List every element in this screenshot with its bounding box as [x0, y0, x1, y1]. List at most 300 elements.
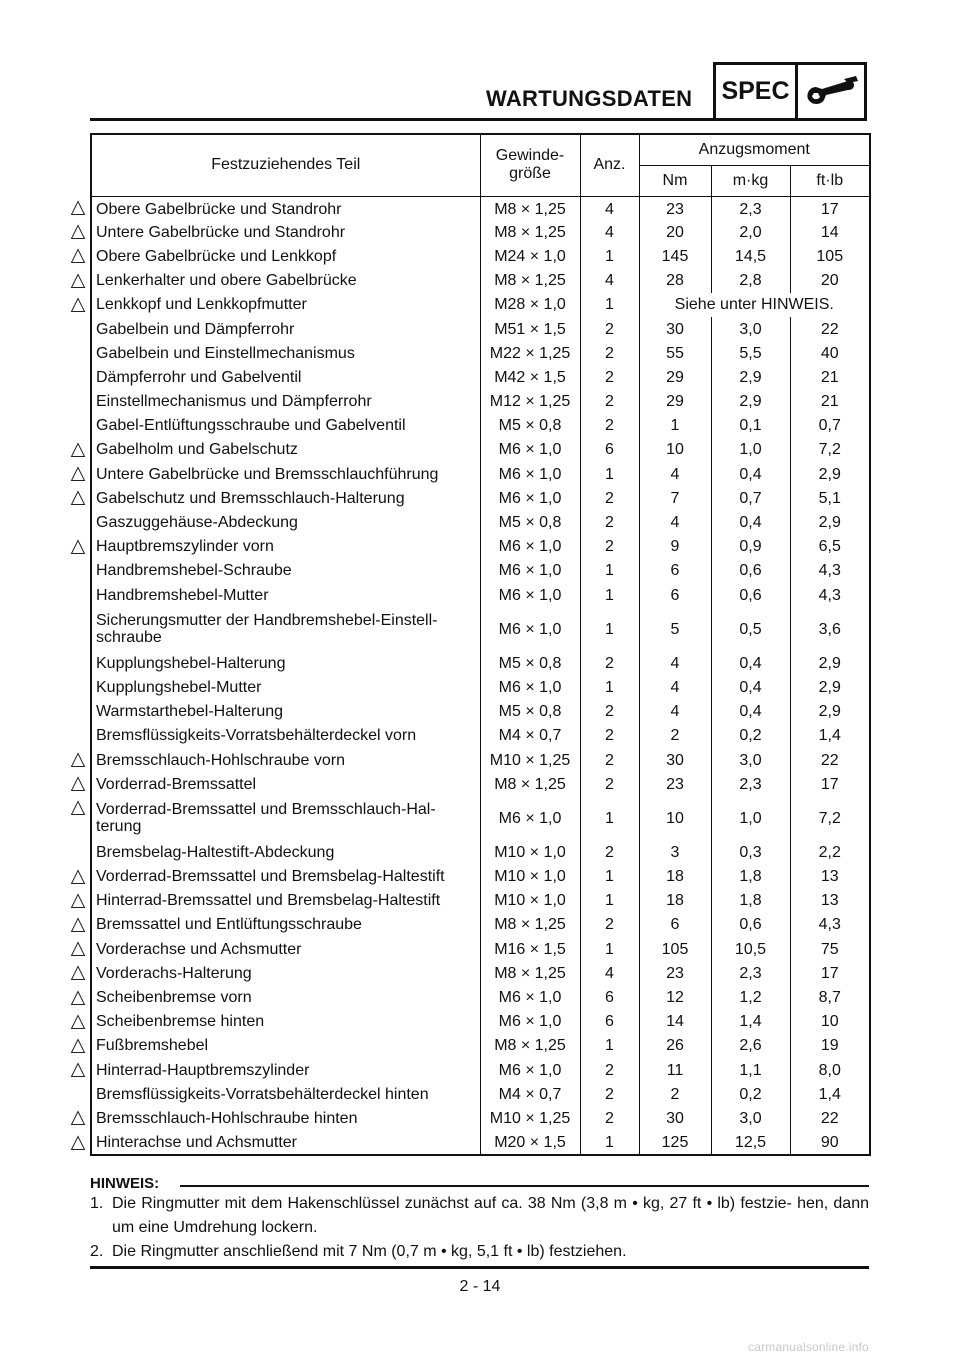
table-row — [91, 462, 870, 486]
cell-nm: 10 — [639, 438, 711, 462]
cell-mkg: 0,4 — [711, 675, 790, 699]
cell-mkg: 0,4 — [711, 510, 790, 534]
caution-triangle-icon — [70, 1110, 86, 1126]
cell-part: Vorderachse und Achsmutter — [91, 937, 480, 961]
cell-mkg: 2,8 — [711, 269, 790, 293]
hinweis-item-number: 2. — [90, 1243, 104, 1260]
hinweis-item-text: Die Ringmutter mit dem Hakenschlüssel zunächst auf ca. 38 Nm (3,8 m • kg, 27 ft • lb) festzie- hen, dann um eine Umdrehung lockern. — [112, 1195, 869, 1236]
cell-mkg: 0,5 — [711, 607, 790, 651]
cell-part: Scheibenbremse hinten — [91, 1010, 480, 1034]
table-row — [91, 438, 870, 462]
cell-qty: 2 — [580, 341, 639, 365]
cell-part: Bremsschlauch-Hohlschraube vorn — [91, 748, 480, 772]
table-row — [91, 317, 870, 341]
cell-thread: M6 × 1,0 — [480, 796, 580, 840]
cell-mkg: 2,3 — [711, 772, 790, 796]
cell-qty: 4 — [580, 961, 639, 985]
cell-part: Hinterrad-Hauptbremszylinder — [91, 1058, 480, 1082]
cell-nm: 2 — [639, 724, 711, 748]
cell-ftlb: 2,9 — [790, 675, 870, 699]
table-row — [91, 985, 870, 1009]
cell-mkg: 0,1 — [711, 414, 790, 438]
cell-ftlb: 13 — [790, 865, 870, 889]
cell-nm: 28 — [639, 269, 711, 293]
caution-triangle-icon — [70, 297, 86, 313]
cell-ftlb: 1,4 — [790, 1082, 870, 1106]
cell-ftlb: 2,2 — [790, 840, 870, 864]
cell-part: Einstellmechanismus und Dämpferrohr — [91, 390, 480, 414]
table-row — [91, 961, 870, 985]
cell-ftlb: 17 — [790, 772, 870, 796]
cell-mkg: 0,7 — [711, 486, 790, 510]
header-part: Festzuziehendes Teil — [91, 134, 480, 196]
cell-nm: 11 — [639, 1058, 711, 1082]
table-row — [91, 840, 870, 864]
cell-ftlb: 3,6 — [790, 607, 870, 651]
cell-mkg: 2,3 — [711, 196, 790, 220]
cell-ftlb: 2,9 — [790, 510, 870, 534]
table-row — [91, 583, 870, 607]
caution-triangle-icon — [70, 248, 86, 264]
watermark: carmanualsonline.info — [748, 1340, 869, 1354]
cell-ftlb: 90 — [790, 1131, 870, 1155]
cell-ftlb: 21 — [790, 390, 870, 414]
cell-qty: 1 — [580, 889, 639, 913]
header-torque: Anzugsmoment — [639, 134, 870, 165]
table-row — [91, 365, 870, 389]
caution-triangle-icon — [70, 965, 86, 981]
cell-thread: M6 × 1,0 — [480, 535, 580, 559]
cell-ftlb: 22 — [790, 748, 870, 772]
cell-ftlb: 4,3 — [790, 559, 870, 583]
table-row — [91, 607, 870, 651]
cell-nm: 30 — [639, 1106, 711, 1130]
cell-ftlb: 17 — [790, 196, 870, 220]
table-row — [91, 865, 870, 889]
cell-nm: 20 — [639, 220, 711, 244]
cell-ftlb: 19 — [790, 1034, 870, 1058]
cell-thread: M8 × 1,25 — [480, 913, 580, 937]
cell-part: Untere Gabelbrücke und Standrohr — [91, 220, 480, 244]
hinweis-rule — [180, 1185, 869, 1187]
cell-nm: 14 — [639, 1010, 711, 1034]
caution-triangle-icon — [70, 1038, 86, 1054]
cell-nm: 3 — [639, 840, 711, 864]
cell-part: Dämpferrohr und Gabelventil — [91, 365, 480, 389]
table-row — [91, 269, 870, 293]
wrench-icon — [798, 65, 864, 118]
cell-nm: 23 — [639, 196, 711, 220]
table-row — [91, 196, 870, 220]
cell-qty: 2 — [580, 510, 639, 534]
cell-nm: 29 — [639, 365, 711, 389]
cell-nm: 10 — [639, 796, 711, 840]
hinweis-item — [90, 1240, 869, 1264]
cell-part: Gabelschutz und Bremsschlauch-Halterung — [91, 486, 480, 510]
cell-thread: M16 × 1,5 — [480, 937, 580, 961]
caution-triangle-icon — [70, 941, 86, 957]
cell-ftlb: 4,3 — [790, 913, 870, 937]
cell-ftlb: 22 — [790, 1106, 870, 1130]
cell-part: Vorderrad-Bremssattel — [91, 772, 480, 796]
cell-part: Vorderachs-Halterung — [91, 961, 480, 985]
cell-mkg: 1,8 — [711, 889, 790, 913]
cell-thread: M5 × 0,8 — [480, 414, 580, 438]
cell-ftlb: 2,9 — [790, 462, 870, 486]
cell-qty: 1 — [580, 293, 639, 317]
cell-qty: 6 — [580, 438, 639, 462]
cell-nm: 29 — [639, 390, 711, 414]
cell-mkg: 1,0 — [711, 796, 790, 840]
cell-nm: 30 — [639, 317, 711, 341]
cell-mkg: 5,5 — [711, 341, 790, 365]
table-row — [91, 651, 870, 675]
cell-nm: 23 — [639, 772, 711, 796]
cell-mkg: 2,6 — [711, 1034, 790, 1058]
cell-part: Kupplungshebel-Halterung — [91, 651, 480, 675]
cell-mkg: 14,5 — [711, 244, 790, 268]
table-row — [91, 341, 870, 365]
cell-nm: 105 — [639, 937, 711, 961]
cell-ftlb: 8,7 — [790, 985, 870, 1009]
cell-mkg: 0,6 — [711, 559, 790, 583]
cell-qty: 1 — [580, 559, 639, 583]
cell-thread: M8 × 1,25 — [480, 196, 580, 220]
caution-triangle-icon — [70, 224, 86, 240]
cell-nm: 4 — [639, 651, 711, 675]
cell-mkg: 0,6 — [711, 583, 790, 607]
table-row — [91, 1058, 870, 1082]
cell-qty: 6 — [580, 985, 639, 1009]
cell-part: Vorderrad-Bremssattel und Bremsschlauch-Hal- terung — [91, 796, 480, 840]
cell-ftlb: 5,1 — [790, 486, 870, 510]
cell-ftlb: 7,2 — [790, 796, 870, 840]
cell-thread: M4 × 0,7 — [480, 1082, 580, 1106]
cell-qty: 2 — [580, 414, 639, 438]
cell-qty: 2 — [580, 724, 639, 748]
cell-part: Lenkkopf und Lenkkopfmutter — [91, 293, 480, 317]
cell-ftlb: 17 — [790, 961, 870, 985]
cell-nm: 26 — [639, 1034, 711, 1058]
table-row — [91, 1082, 870, 1106]
table-row — [91, 1034, 870, 1058]
caution-triangle-icon — [70, 442, 86, 458]
cell-nm: 6 — [639, 583, 711, 607]
cell-mkg: 3,0 — [711, 1106, 790, 1130]
cell-part: Lenkerhalter und obere Gabelbrücke — [91, 269, 480, 293]
table-row — [91, 390, 870, 414]
cell-qty: 1 — [580, 865, 639, 889]
hinweis-list — [90, 1192, 869, 1264]
table-row — [91, 510, 870, 534]
cell-part: Bremsschlauch-Hohlschraube hinten — [91, 1106, 480, 1130]
cell-thread: M22 × 1,25 — [480, 341, 580, 365]
cell-mkg: 2,0 — [711, 220, 790, 244]
cell-thread: M6 × 1,0 — [480, 1010, 580, 1034]
cell-thread: M8 × 1,25 — [480, 220, 580, 244]
cell-qty: 2 — [580, 700, 639, 724]
cell-part: Sicherungsmutter der Handbremshebel-Einstell- schraube — [91, 607, 480, 651]
table-row — [91, 889, 870, 913]
cell-mkg: 0,6 — [711, 913, 790, 937]
cell-qty: 2 — [580, 772, 639, 796]
cell-ftlb: 0,7 — [790, 414, 870, 438]
table-row — [91, 244, 870, 268]
spec-badge — [713, 62, 867, 121]
cell-ftlb: 22 — [790, 317, 870, 341]
table-row — [91, 1106, 870, 1130]
cell-qty: 2 — [580, 1106, 639, 1130]
caution-triangle-icon — [70, 776, 86, 792]
cell-part: Bremssattel und Entlüftungsschraube — [91, 913, 480, 937]
cell-mkg: 1,4 — [711, 1010, 790, 1034]
cell-nm: 125 — [639, 1131, 711, 1155]
cell-part: Untere Gabelbrücke und Bremsschlauchführung — [91, 462, 480, 486]
cell-thread: M8 × 1,25 — [480, 269, 580, 293]
caution-triangle-icon — [70, 800, 86, 816]
cell-mkg: 1,2 — [711, 985, 790, 1009]
cell-thread: M6 × 1,0 — [480, 462, 580, 486]
cell-thread: M6 × 1,0 — [480, 438, 580, 462]
cell-qty: 2 — [580, 317, 639, 341]
cell-note: Siehe unter HINWEIS. — [639, 293, 870, 317]
cell-thread: M6 × 1,0 — [480, 985, 580, 1009]
cell-part: Warmstarthebel-Halterung — [91, 700, 480, 724]
cell-nm: 9 — [639, 535, 711, 559]
caution-triangle-icon — [70, 539, 86, 555]
caution-triangle-icon — [70, 200, 86, 216]
cell-qty: 2 — [580, 535, 639, 559]
cell-mkg: 0,3 — [711, 840, 790, 864]
cell-nm: 18 — [639, 865, 711, 889]
cell-ftlb: 7,2 — [790, 438, 870, 462]
cell-nm: 4 — [639, 700, 711, 724]
table-row — [91, 486, 870, 510]
cell-part: Bremsbelag-Haltestift-Abdeckung — [91, 840, 480, 864]
cell-qty: 1 — [580, 583, 639, 607]
header-rule — [90, 118, 713, 121]
cell-part: Bremsflüssigkeits-Vorratsbehälterdeckel vorn — [91, 724, 480, 748]
cell-part: Hauptbremszylinder vorn — [91, 535, 480, 559]
page-number: 2 - 14 — [459, 1278, 501, 1295]
cell-ftlb: 13 — [790, 889, 870, 913]
caution-triangle-icon — [70, 490, 86, 506]
cell-thread: M5 × 0,8 — [480, 651, 580, 675]
cell-mkg: 0,9 — [711, 535, 790, 559]
cell-part: Kupplungshebel-Mutter — [91, 675, 480, 699]
cell-thread: M6 × 1,0 — [480, 1058, 580, 1082]
cell-mkg: 12,5 — [711, 1131, 790, 1155]
cell-part: Obere Gabelbrücke und Standrohr — [91, 196, 480, 220]
cell-nm: 4 — [639, 510, 711, 534]
table-row — [91, 535, 870, 559]
cell-nm: 55 — [639, 341, 711, 365]
table-row — [91, 559, 870, 583]
cell-part: Fußbremshebel — [91, 1034, 480, 1058]
caution-triangle-icon — [70, 752, 86, 768]
cell-mkg: 3,0 — [711, 748, 790, 772]
cell-ftlb: 2,9 — [790, 700, 870, 724]
cell-nm: 145 — [639, 244, 711, 268]
cell-mkg: 2,9 — [711, 365, 790, 389]
cell-thread: M6 × 1,0 — [480, 583, 580, 607]
torque-table — [90, 133, 871, 1156]
cell-thread: M5 × 0,8 — [480, 700, 580, 724]
cell-thread: M8 × 1,25 — [480, 772, 580, 796]
cell-ftlb: 2,9 — [790, 651, 870, 675]
cell-nm: 6 — [639, 559, 711, 583]
cell-nm: 23 — [639, 961, 711, 985]
cell-mkg: 1,8 — [711, 865, 790, 889]
cell-ftlb: 6,5 — [790, 535, 870, 559]
hinweis-item — [90, 1192, 869, 1240]
cell-ftlb: 14 — [790, 220, 870, 244]
table-row — [91, 293, 870, 317]
table-row — [91, 414, 870, 438]
hinweis-title: HINWEIS: — [90, 1175, 160, 1192]
cell-nm: 1 — [639, 414, 711, 438]
cell-thread: M8 × 1,25 — [480, 1034, 580, 1058]
cell-thread: M10 × 1,25 — [480, 748, 580, 772]
cell-qty: 1 — [580, 1131, 639, 1155]
hinweis-item-number: 1. — [90, 1195, 104, 1212]
cell-part: Gabelholm und Gabelschutz — [91, 438, 480, 462]
caution-triangle-icon — [70, 869, 86, 885]
cell-mkg: 10,5 — [711, 937, 790, 961]
cell-mkg: 0,4 — [711, 462, 790, 486]
cell-ftlb: 105 — [790, 244, 870, 268]
cell-qty: 2 — [580, 651, 639, 675]
caution-triangle-icon — [70, 273, 86, 289]
cell-thread: M10 × 1,0 — [480, 840, 580, 864]
cell-thread: M10 × 1,0 — [480, 865, 580, 889]
cell-mkg: 3,0 — [711, 317, 790, 341]
caution-triangle-icon — [70, 917, 86, 933]
table-row — [91, 937, 870, 961]
cell-nm: 4 — [639, 675, 711, 699]
header-nm: Nm — [639, 165, 711, 196]
cell-qty: 2 — [580, 913, 639, 937]
cell-mkg: 0,2 — [711, 724, 790, 748]
cell-thread: M12 × 1,25 — [480, 390, 580, 414]
cell-ftlb: 40 — [790, 341, 870, 365]
cell-part: Bremsflüssigkeits-Vorratsbehälterdeckel hinten — [91, 1082, 480, 1106]
cell-qty: 1 — [580, 937, 639, 961]
cell-thread: M10 × 1,0 — [480, 889, 580, 913]
cell-thread: M6 × 1,0 — [480, 559, 580, 583]
cell-mkg: 0,4 — [711, 651, 790, 675]
header-thread: Gewinde- größe — [480, 134, 580, 196]
caution-triangle-icon — [70, 1135, 86, 1151]
cell-qty: 2 — [580, 486, 639, 510]
table-row — [91, 748, 870, 772]
table-row — [91, 1010, 870, 1034]
cell-part: Handbremshebel-Schraube — [91, 559, 480, 583]
cell-mkg: 1,1 — [711, 1058, 790, 1082]
header-qty: Anz. — [580, 134, 639, 196]
cell-part: Obere Gabelbrücke und Lenkkopf — [91, 244, 480, 268]
cell-nm: 5 — [639, 607, 711, 651]
cell-mkg: 0,4 — [711, 700, 790, 724]
cell-qty: 4 — [580, 196, 639, 220]
cell-thread: M5 × 0,8 — [480, 510, 580, 534]
cell-thread: M28 × 1,0 — [480, 293, 580, 317]
cell-nm: 7 — [639, 486, 711, 510]
cell-thread: M20 × 1,5 — [480, 1131, 580, 1155]
cell-qty: 6 — [580, 1010, 639, 1034]
cell-thread: M10 × 1,25 — [480, 1106, 580, 1130]
table-row — [91, 724, 870, 748]
caution-triangle-icon — [70, 466, 86, 482]
cell-mkg: 2,3 — [711, 961, 790, 985]
cell-nm: 18 — [639, 889, 711, 913]
cell-qty: 2 — [580, 390, 639, 414]
header-ftlb: ft·lb — [790, 165, 870, 196]
cell-thread: M6 × 1,0 — [480, 675, 580, 699]
table-row — [91, 220, 870, 244]
cell-ftlb: 1,4 — [790, 724, 870, 748]
cell-qty: 4 — [580, 220, 639, 244]
cell-part: Scheibenbremse vorn — [91, 985, 480, 1009]
cell-part: Gabel-Entlüftungsschraube und Gabelventil — [91, 414, 480, 438]
cell-thread: M6 × 1,0 — [480, 486, 580, 510]
torque-table-body — [91, 196, 870, 1155]
cell-thread: M8 × 1,25 — [480, 961, 580, 985]
cell-thread: M4 × 0,7 — [480, 724, 580, 748]
cell-ftlb: 20 — [790, 269, 870, 293]
table-row — [91, 796, 870, 840]
cell-qty: 2 — [580, 1058, 639, 1082]
cell-part: Hinterrad-Bremssattel und Bremsbelag-Haltestift — [91, 889, 480, 913]
table-row — [91, 913, 870, 937]
cell-qty: 4 — [580, 269, 639, 293]
cell-thread: M51 × 1,5 — [480, 317, 580, 341]
cell-nm: 12 — [639, 985, 711, 1009]
cell-part: Gaszuggehäuse-Abdeckung — [91, 510, 480, 534]
cell-qty: 1 — [580, 1034, 639, 1058]
cell-qty: 1 — [580, 796, 639, 840]
torque-table-wrap — [90, 133, 869, 1156]
cell-thread: M6 × 1,0 — [480, 607, 580, 651]
table-row — [91, 1131, 870, 1155]
cell-part: Hinterachse und Achsmutter — [91, 1131, 480, 1155]
caution-triangle-icon — [70, 990, 86, 1006]
cell-ftlb: 4,3 — [790, 583, 870, 607]
cell-thread: M42 × 1,5 — [480, 365, 580, 389]
caution-triangle-icon — [70, 1014, 86, 1030]
caution-triangle-icon — [70, 1062, 86, 1078]
cell-part: Handbremshebel-Mutter — [91, 583, 480, 607]
table-row — [91, 700, 870, 724]
page-title: WARTUNGSDATEN — [486, 86, 693, 111]
cell-mkg: 2,9 — [711, 390, 790, 414]
caution-triangle-icon — [70, 893, 86, 909]
table-row — [91, 772, 870, 796]
cell-qty: 1 — [580, 607, 639, 651]
spec-label: SPEC — [721, 77, 790, 105]
cell-qty: 2 — [580, 1082, 639, 1106]
table-row — [91, 675, 870, 699]
cell-thread: M24 × 1,0 — [480, 244, 580, 268]
header-mkg: m·kg — [711, 165, 790, 196]
cell-part: Gabelbein und Dämpferrohr — [91, 317, 480, 341]
cell-part: Vorderrad-Bremssattel und Bremsbelag-Haltestift — [91, 865, 480, 889]
cell-mkg: 0,2 — [711, 1082, 790, 1106]
footer-rule — [90, 1266, 869, 1269]
cell-part: Gabelbein und Einstellmechanismus — [91, 341, 480, 365]
cell-ftlb: 10 — [790, 1010, 870, 1034]
cell-nm: 4 — [639, 462, 711, 486]
